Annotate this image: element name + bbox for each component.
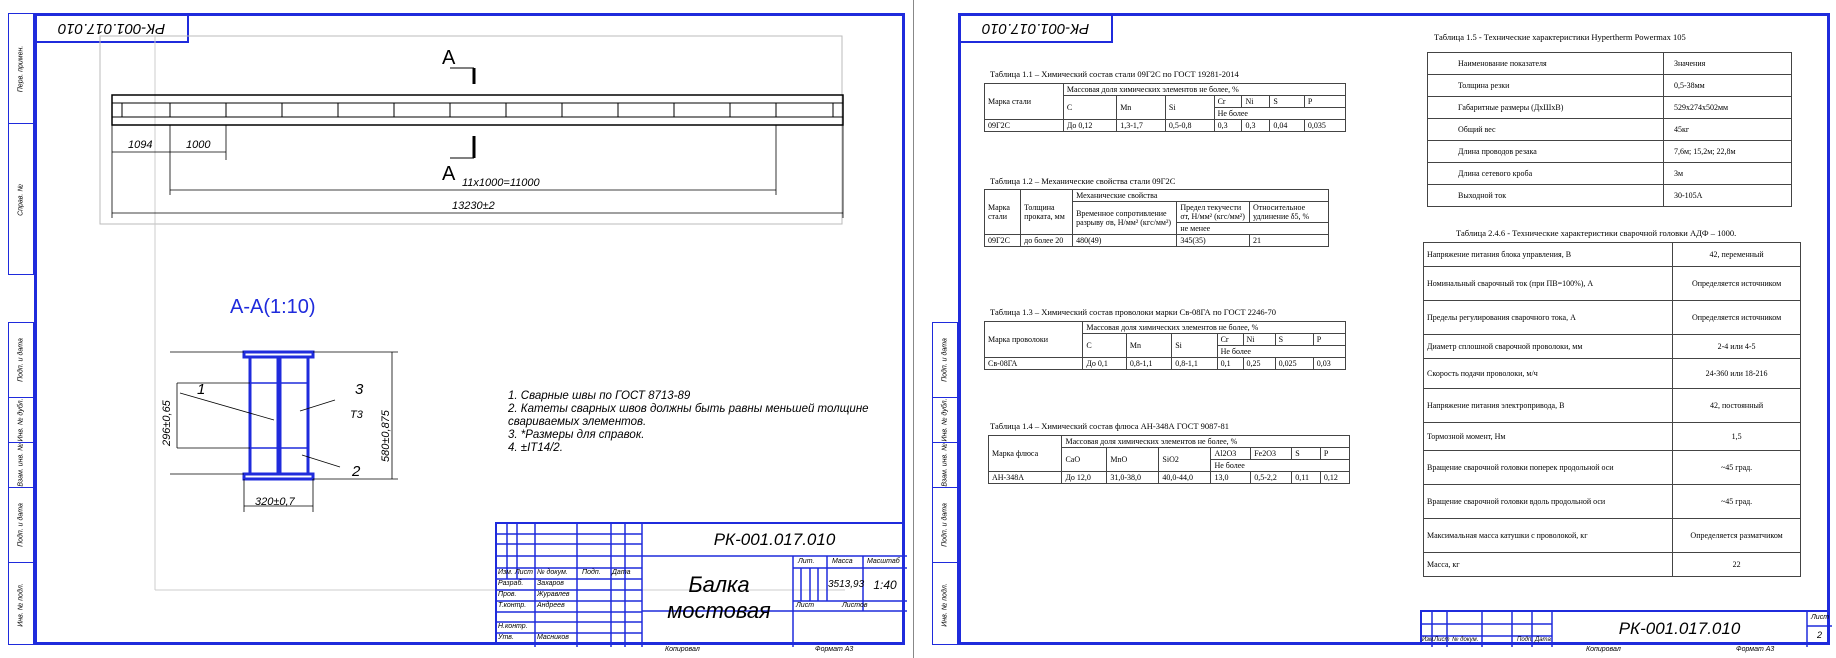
table-row: Толщина резки 0,5-38мм [1428, 75, 1792, 97]
table-row: Максимальная масса катушки с проволокой, кг Определяется разматчиком [1424, 519, 1801, 553]
stamp-title: Балка мостовая [667, 572, 771, 623]
table-1-1-caption: Таблица 1.1 – Химический состав стали 09Г2С по ГОСТ 19281-2014 [990, 69, 1239, 79]
table-row: Св-08ГА До 0,1 0,8-1,1 0,8-1,1 0,1 0,25 0,025 0,03 [985, 358, 1346, 370]
table-1-5-caption: Таблица 1.5 - Технические характеристики Hypertherm Powermax 105 [1434, 32, 1686, 42]
svg-text:320±0,7: 320±0,7 [255, 496, 295, 508]
side-column-bottom: Подп. и дата Инв. № дубл. Взам. инв. № Подп. и дата Инв. № подл. [8, 322, 34, 645]
table-row: Выходной ток 30-105А [1428, 185, 1792, 207]
stamp-header: Изм. Лист [498, 569, 533, 576]
table-row: Длина сетевого кроба 3м [1428, 163, 1792, 185]
svg-text:А: А [442, 163, 456, 185]
title-block: Изм. Лист № докум. Подп. Дата РК-001.017.010 Лист 2 [1420, 610, 1830, 645]
table-1-3: Марка проволоки Массовая доля химических элементов не более, % C Mn Si Cr Ni S P Не более Св-08ГА До 0,1 0,8-1,1 0,8-1,1 0,1 0,25 0,025 0,03 [984, 321, 1346, 370]
table-row: 09Г2С до более 20 480(49) 345(35) 21 [985, 235, 1329, 247]
title-block: Изм. Лист № докум. Подп. Дата Разраб. Захаров Пров. Журавлев Т.контр. Андреев Н.контр. Утв. Масников РК-001.017.010 Балка мостовая Лит. Масса Масштаб 3513,93 1:40 Лист Листов [495, 522, 905, 645]
table-row: Общий вес 45кг [1428, 119, 1792, 141]
svg-text:3: 3 [355, 381, 364, 398]
table-1-2-caption: Таблица 1.2 – Механические свойства стали 09Г2С [990, 176, 1176, 186]
table-row: Габаритные размеры (ДхШхВ) 529х274х502мм [1428, 97, 1792, 119]
table-row: Вращение сварочной головки поперек продольной оси ~45 град. [1424, 451, 1801, 485]
stamp-code: РК-001.017.010 [1618, 619, 1741, 638]
table-row: Номинальный сварочный ток (при ПВ=100%), А Определяется источником [1424, 267, 1801, 301]
table-1-4-caption: Таблица 1.4 – Химический состав флюса АН-348А ГОСТ 9087-81 [990, 421, 1230, 431]
table-row: АН-348А До 12,0 31,0-38,0 40,0-44,0 13,0 0,5-2,2 0,11 0,12 [989, 472, 1350, 484]
cross-section [244, 352, 313, 479]
table-row: Скорость подачи проволоки, м/ч 24-360 или 18-216 [1424, 359, 1801, 389]
sheet-number: 2 [1817, 630, 1823, 640]
copied-label: Копировал [1586, 646, 1621, 653]
svg-text:Т3: Т3 [350, 409, 363, 421]
drawing-sheet-2 [914, 0, 1836, 658]
svg-text:580±0,875: 580±0,875 [380, 410, 392, 462]
svg-text:1: 1 [197, 381, 206, 398]
rotated-code-box: РК-001.017.010 [34, 13, 189, 43]
table-1-4: Марка флюса Массовая доля химических элементов не более, % CaO MnO SiO2 Al2O3 Fe2O3 S P Не более АН-348А До 12,0 31,0-38,0 40,0-44,0 13,0 0,5-2,2 0,11 0,12 [988, 435, 1350, 484]
stamp-mass: 3513,93 [828, 579, 865, 590]
beam-diaphragms [122, 103, 833, 117]
rotated-code-box: РК-001.017.010 [958, 13, 1113, 43]
drawing-sheet-1 [0, 0, 914, 658]
stamp-code: РК-001.017.010 [713, 530, 836, 549]
format-label: Формат А3 [1736, 646, 1775, 653]
side-column-top: Перв. примен. Справ. № [8, 13, 34, 275]
copied-label: Копировал [665, 646, 700, 653]
svg-text:296±0,65: 296±0,65 [161, 400, 173, 446]
svg-text:11x1000=11000: 11x1000=11000 [462, 177, 540, 189]
table-row: Длина проводов резака 7,6м; 15,2м; 22,8м [1428, 141, 1792, 163]
svg-text:1000: 1000 [186, 139, 211, 151]
svg-text:1094: 1094 [128, 139, 153, 151]
svg-text:А: А [442, 47, 456, 69]
table-row: Пределы регулирования сварочного тока, А Определяется источником [1424, 301, 1801, 335]
table-1-2: Марка стали Толщина проката, мм Механические свойства Временное сопротивление разрыву σв, Н/мм² (кгс/мм²) Предел текучести σт, Н/мм² (кгс/мм²) Относительное удлинение δ5, % не менее 09Г2С до более 20 480(49) 345(35) 21 [984, 189, 1329, 247]
table-1-1: Марка стали Массовая доля химических элементов не более, % C Mn Si Cr Ni S P Не более 09Г2С До 0,12 1,3-1,7 0,5-0,8 0,3 0,3 0,04 0,035 [984, 83, 1346, 132]
svg-text:13230±2: 13230±2 [452, 200, 495, 212]
table-row: Тормозной момент, Нм 1,5 [1424, 423, 1801, 451]
svg-text:А-А(1:10): А-А(1:10) [230, 296, 316, 318]
stamp-scale: 1:40 [873, 578, 897, 592]
table-row: Диаметр сплошной сварочной проволоки, мм 2-4 или 4-5 [1424, 335, 1801, 359]
table-row: Напряжение питания электропривода, В 42, постоянный [1424, 389, 1801, 423]
table-1-3-caption: Таблица 1.3 – Химический состав проволоки марки Св-08ГА по ГОСТ 2246-70 [990, 307, 1276, 317]
side-column: Подп. и дата Инв. № дубл. Взам. инв. № Подп. и дата Инв. № подл. [932, 322, 958, 645]
table-2-4-6 [1423, 242, 1801, 577]
table-row: 09Г2С До 0,12 1,3-1,7 0,5-0,8 0,3 0,3 0,04 0,035 [985, 120, 1346, 132]
format-label: Формат А3 [815, 646, 854, 653]
table-row: Масса, кг 22 [1424, 553, 1801, 577]
table-row: Вращение сварочной головки вдоль продольной оси ~45 град. [1424, 485, 1801, 519]
table-2-4-6-caption: Таблица 2.4.6 - Технические характеристики сварочной головки АДФ – 1000. [1456, 228, 1737, 238]
table-1-5: Наименование показателя Значения Толщина резки 0,5-38мм Габаритные размеры (ДхШхВ) 529х274х502мм Общий вес 45кг Длина проводов резака 7,6м; 15,2м; 22,8м Длина сетевого кроба 3м Выходной ток 30-105А [1427, 52, 1792, 207]
technical-notes: 1. Сварные швы по ГОСТ 8713-89 2. Катеты сварных швов должны быть равны меньшей толщине свариваемых элементов. 3. *Размеры для справок. 4. ±IT14/2. [508, 390, 869, 454]
svg-text:2: 2 [352, 463, 361, 480]
table-row: Напряжение питания блока управления, В 42, переменный [1424, 243, 1801, 267]
